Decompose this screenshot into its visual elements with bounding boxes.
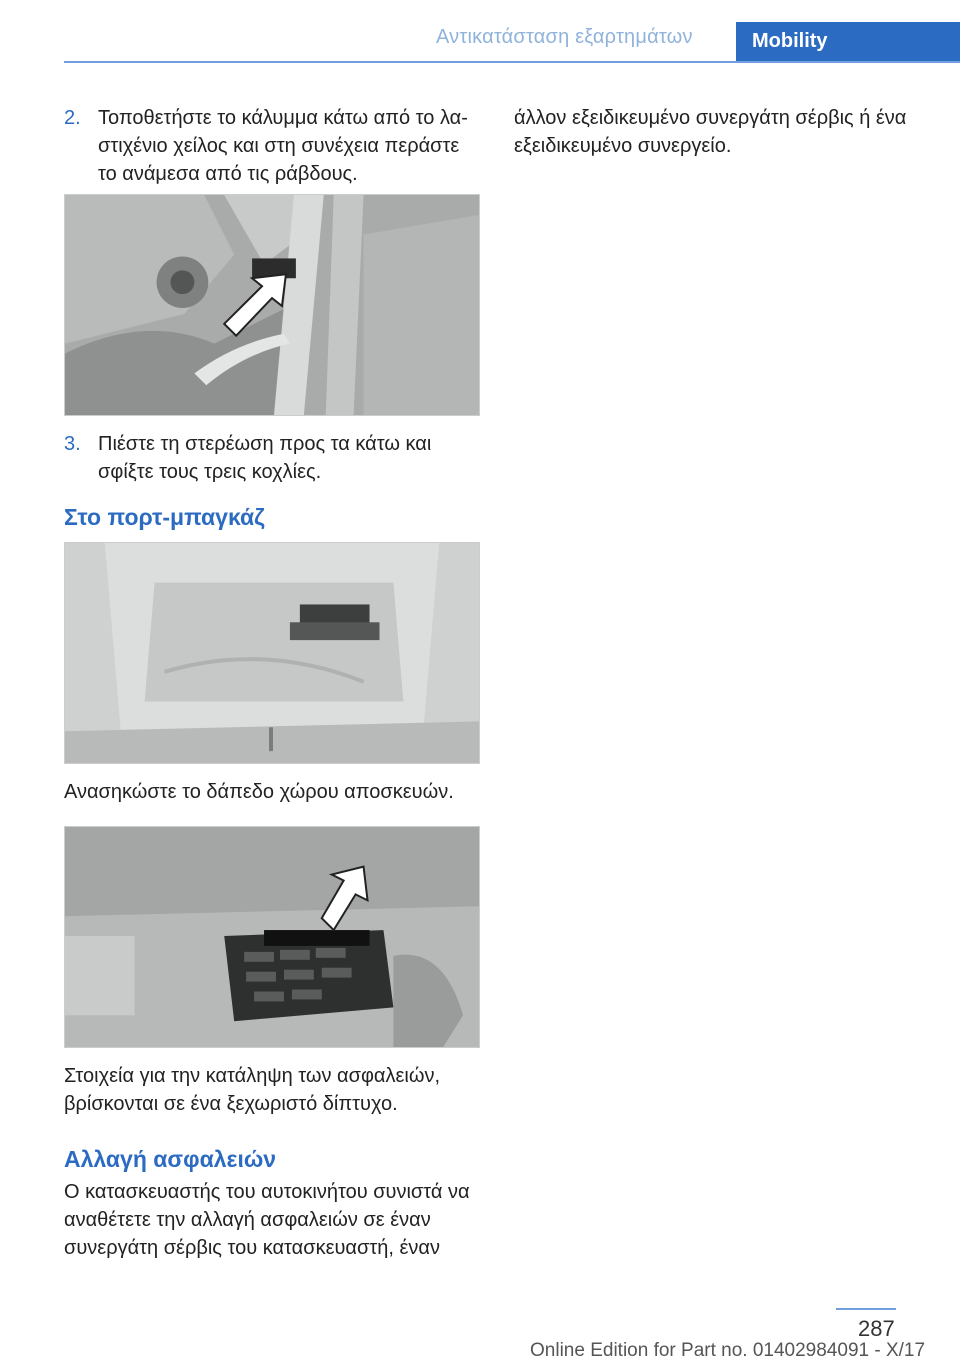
page-header (0, 0, 960, 62)
heading-change-fuses: Αλλαγή ασφαλειών (64, 1146, 277, 1172)
paragraph-change (64, 1178, 480, 1262)
paragraph-continued (514, 104, 914, 160)
page-number: 287 (858, 1316, 895, 1341)
caption-floor-text: Ανασηκώστε το δάπεδο χώρου αποσκευών. (64, 781, 454, 803)
footer-divider (836, 1308, 896, 1310)
paragraph-change-text: Ο κατασκευαστής του αυτοκινήτου συνιστά να αναθέτετε την αλλαγή ασφαλειών σε έναν συνεργάτη σέρβις του κατασκευαστή, έναν (64, 1181, 470, 1259)
heading-trunk: Στο πορτ-μπαγκάζ (64, 504, 265, 530)
header-divider (64, 61, 960, 63)
section-heading-change (64, 1144, 480, 1174)
photo-trunk-floor (64, 542, 480, 764)
step-3 (64, 430, 480, 486)
step-number: 3. (64, 433, 81, 455)
paragraph-continued-text: άλλον εξειδικευμένο συνεργάτη σέρβις ή ένα εξειδικευμένο συνεργείο. (514, 107, 907, 157)
step-text: Πιέστε τη στερέωση προς τα κάτω και σφίξτε τους τρεις κοχλίες. (98, 433, 432, 483)
header-tab-mobility[interactable]: Mobility (736, 22, 960, 62)
footer-edition: Online Edition for Part no. 01402984091 - X/17 (530, 1340, 926, 1361)
caption-floor (64, 778, 480, 806)
step-text: Τοποθετήστε το κάλυμμα κάτω από το λαστιχένιο χείλος και στη συνέχεια περάστε το ανάμεσα από τις ράβδους. (98, 107, 468, 185)
photo-cover-install (64, 194, 480, 416)
photo-fuse-box (64, 826, 480, 1048)
caption-fuses (64, 1062, 480, 1118)
step-number: 2. (64, 107, 81, 129)
section-heading-trunk (64, 502, 480, 532)
header-section-title: Αντικατάσταση εξαρτημάτων (436, 26, 693, 48)
step-2 (64, 104, 480, 188)
caption-fuses-text: Στοιχεία για την κατάληψη των ασφαλειών, βρίσκονται σε ένα ξεχωριστό δίπτυχο. (64, 1065, 441, 1115)
